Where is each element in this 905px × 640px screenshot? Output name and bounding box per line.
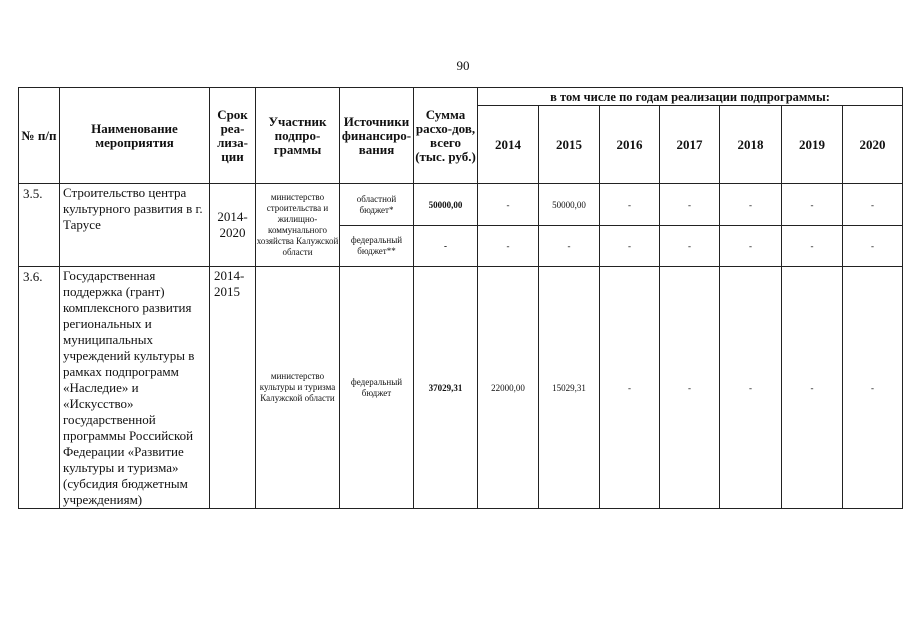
- program-table: [18, 87, 903, 509]
- row-year-value: -: [720, 267, 782, 509]
- row-year-value: -: [660, 226, 720, 267]
- header-year: 2016: [600, 106, 660, 184]
- header-year: 2017: [660, 106, 720, 184]
- row-year-value: -: [478, 184, 539, 226]
- row-source: федеральный бюджет: [340, 267, 414, 509]
- row-year-value: -: [600, 267, 660, 509]
- header-year: 2018: [720, 106, 782, 184]
- row-year-value: -: [782, 267, 843, 509]
- row-year-value: -: [478, 226, 539, 267]
- row-participant: министерство культуры и туризма Калужской области: [256, 267, 340, 509]
- header-year: 2020: [843, 106, 903, 184]
- row-year-value: -: [843, 267, 903, 509]
- row-year-value: -: [720, 184, 782, 226]
- row-number: 3.6.: [19, 267, 60, 509]
- header-source: Источники финансиро-вания: [340, 88, 414, 184]
- row-year-value: -: [782, 184, 843, 226]
- row-total: -: [414, 226, 478, 267]
- row-name: Государственная поддержка (грант) комплексного развития региональных и муниципальных учреждений культуры в рамках подпрограмм «Наследие» и «Искусство» государственной программы Российской Федерации «Развитие культуры и туризма» (субсидия бюджетным учреждениям): [60, 267, 210, 509]
- row-year-value: -: [843, 184, 903, 226]
- row-year-value: -: [600, 184, 660, 226]
- row-term: 2014-2020: [210, 184, 256, 267]
- header-num: № п/п: [19, 88, 60, 184]
- page-number: 90: [456, 58, 470, 73]
- header-year: 2014: [478, 106, 539, 184]
- row-name: Строительство центра культурного развития в г. Тарусе: [60, 184, 210, 267]
- row-source: федеральный бюджет**: [340, 226, 414, 267]
- row-source: областной бюджет*: [340, 184, 414, 226]
- header-year: 2019: [782, 106, 843, 184]
- row-participant: министерство строительства и жилищно-коммунального хозяйства Калужской области: [256, 184, 340, 267]
- row-year-value: -: [843, 226, 903, 267]
- row-year-value: 15029,31: [539, 267, 600, 509]
- table-row: [19, 184, 903, 226]
- header-sum: Сумма расхо-дов, всего (тыс. руб.): [414, 88, 478, 184]
- row-year-value: -: [782, 226, 843, 267]
- header-term: Срок реа-лиза-ции: [210, 88, 256, 184]
- row-year-value: -: [720, 226, 782, 267]
- row-number: 3.5.: [19, 184, 60, 267]
- row-total: 37029,31: [414, 267, 478, 509]
- row-total: 50000,00: [414, 184, 478, 226]
- row-year-value: -: [539, 226, 600, 267]
- row-year-value: -: [600, 226, 660, 267]
- row-year-value: 50000,00: [539, 184, 600, 226]
- row-year-value: -: [660, 267, 720, 509]
- header-years-group: в том числе по годам реализации подпрограммы:: [478, 88, 903, 106]
- header-year: 2015: [539, 106, 600, 184]
- header-participant: Участник подпро-граммы: [256, 88, 340, 184]
- row-year-value: 22000,00: [478, 267, 539, 509]
- row-term: 2014-2015: [210, 267, 256, 509]
- header-name: Наименование мероприятия: [60, 88, 210, 184]
- row-year-value: -: [660, 184, 720, 226]
- table-row: [19, 267, 903, 509]
